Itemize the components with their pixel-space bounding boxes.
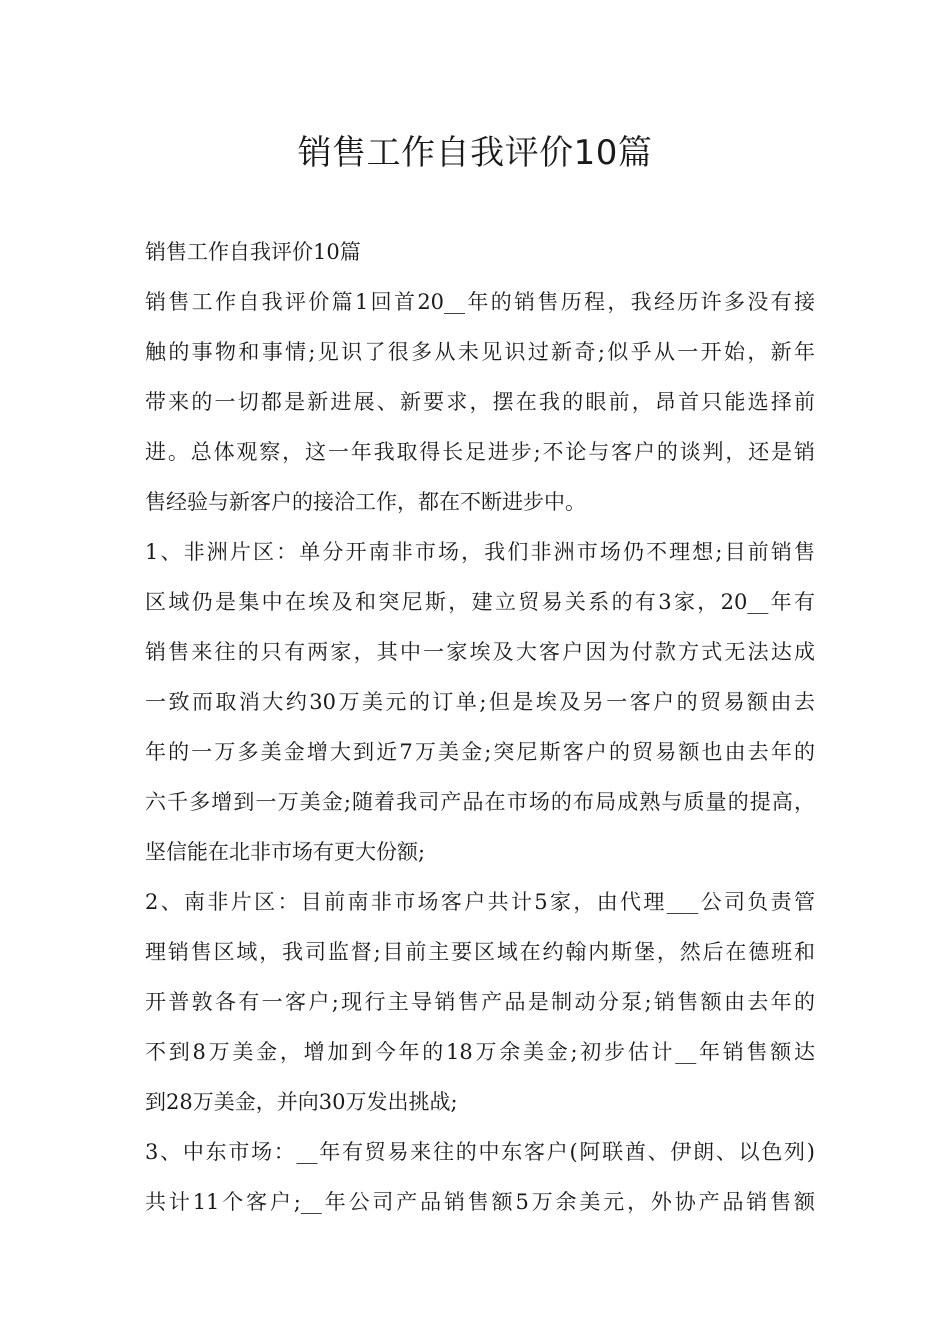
paragraph-intro — [145, 277, 815, 527]
document-body — [145, 227, 815, 1227]
text-line: 共计11个客户;__年公司产品销售额5万余美元，外协产品销售额 — [145, 1190, 815, 1214]
text-line: 带来的一切都是新进展、新要求，摆在我的眼前，昂首只能选择前 — [145, 390, 815, 414]
text-line: 销售工作自我评价篇1回首20__年的销售历程，我经历许多没有接 — [145, 290, 815, 314]
text-line: 3、中东市场：__年有贸易来往的中东客户(阿联酋、伊朗、以色列) — [145, 1140, 815, 1164]
text-line: 触的事物和事情;见识了很多从未见识过新奇;似乎从一开始，新年 — [145, 340, 815, 364]
text-line: 理销售区域，我司监督;目前主要区域在约翰内斯堡，然后在德班和 — [145, 940, 815, 964]
text-line: 售经验与新客户的接洽工作，都在不断进步中。 — [145, 490, 586, 514]
text-line: 到28万美金，并向30万发出挑战; — [145, 1090, 458, 1114]
text-line: 六千多增到一万美金;随着我司产品在市场的布局成熟与质量的提高， — [145, 790, 815, 814]
paragraph-middle-east — [145, 1127, 815, 1227]
document-title: 销售工作自我评价10篇 — [297, 133, 653, 173]
text-line: 开普敦各有一客户;现行主导销售产品是制动分泵;销售额由去年的 — [145, 990, 815, 1014]
text-line: 不到8万美金，增加到今年的18万余美金;初步估计__年销售额达 — [145, 1040, 815, 1064]
text-line: 进。总体观察，这一年我取得长足进步;不论与客户的谈判，还是销 — [145, 440, 815, 464]
text-line: 区域仍是集中在埃及和突尼斯，建立贸易关系的有3家，20__年有 — [145, 590, 815, 614]
paragraph-south-africa — [145, 877, 815, 1127]
text-line: 销售来往的只有两家，其中一家埃及大客户因为付款方式无法达成 — [145, 640, 815, 664]
text-line: 一致而取消大约30万美元的订单;但是埃及另一客户的贸易额由去 — [145, 690, 815, 714]
text-line: 年的一万多美金增大到近7万美金;突尼斯客户的贸易额也由去年的 — [145, 740, 815, 764]
subtitle-paragraph — [145, 227, 815, 277]
paragraph-africa — [145, 527, 815, 877]
text-line: 1、非洲片区：单分开南非市场，我们非洲市场仍不理想;目前销售 — [145, 540, 815, 564]
subtitle-line: 销售工作自我评价10篇 — [145, 240, 361, 264]
text-line: 2、南非片区：目前南非市场客户共计5家，由代理___公司负责管 — [145, 890, 815, 914]
text-line: 坚信能在北非市场有更大份额; — [145, 840, 426, 864]
